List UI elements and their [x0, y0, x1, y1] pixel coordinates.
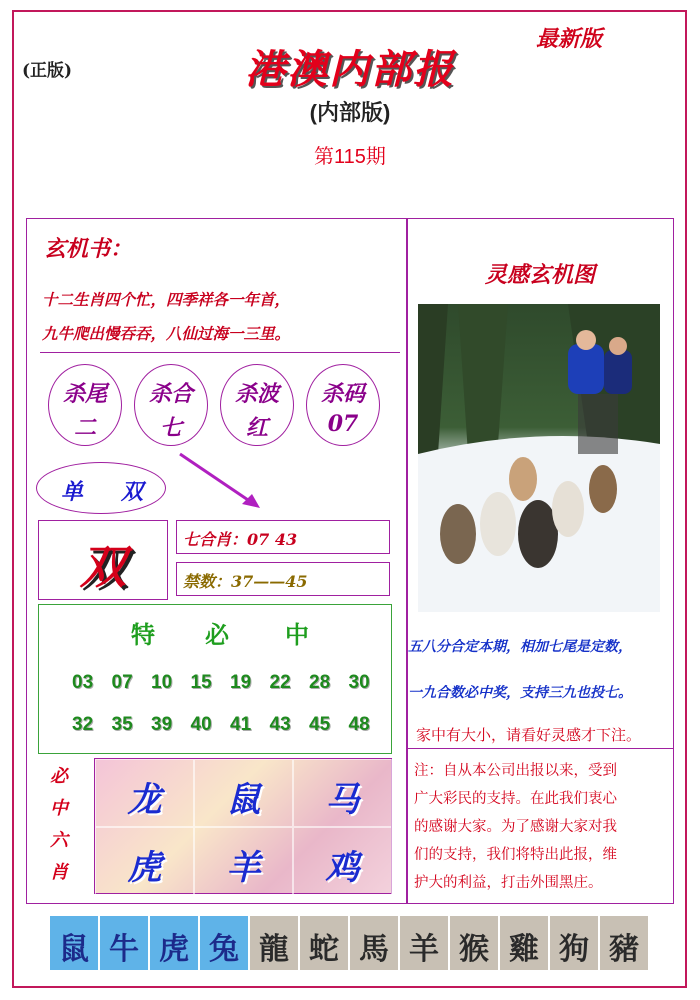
linggan-line-2: 一九合数必中奖，支持三九也投七。 [408, 685, 632, 701]
riddle-title: 玄机书： [44, 236, 133, 262]
zodiac-cell [95, 759, 194, 827]
zodiac-tile [550, 916, 598, 970]
linggan-red-note: 家中有大小，请看好灵感才下注。 [416, 727, 642, 744]
te-number: 30 [348, 672, 370, 693]
oval-value: 七 [159, 415, 182, 441]
te-number: 19 [230, 672, 252, 693]
zodiac-cell [293, 827, 392, 895]
te-number: 35 [111, 714, 133, 735]
bizhong-char: 必 [50, 766, 68, 787]
zodiac-cell [95, 827, 194, 895]
zodiac-tile [600, 916, 648, 970]
page-title: 港澳内部报 [245, 46, 455, 93]
zodiac-tile [150, 916, 198, 970]
oval-sha-he [134, 364, 208, 446]
oval-label: 杀尾 [62, 381, 107, 407]
zongshu-text [183, 569, 308, 592]
zodiac-tile [50, 916, 98, 970]
oval-sha-ma [306, 364, 380, 446]
zodiac-tile-label: 馬 [359, 932, 389, 967]
zhong-char: 中 [285, 620, 309, 649]
te-number: 39 [151, 714, 173, 735]
zhengban-label: (正版) [22, 61, 73, 81]
zodiac-tile-label: 豬 [609, 932, 639, 967]
bizhong-char: 六 [50, 830, 68, 851]
zodiac-tile [350, 916, 398, 970]
notice-box [406, 748, 674, 904]
te-number: 41 [230, 714, 252, 735]
page-subtitle: (内部版) [309, 100, 391, 125]
big-char-box [38, 520, 168, 600]
zodiac-tile-label: 鼠 [59, 932, 89, 967]
riddle-line-2: 九牛爬出慢吞吞，八仙过海一三里。 [42, 324, 291, 343]
te-number: 22 [269, 672, 291, 693]
sled-dog-photo [418, 304, 660, 612]
te-number: 40 [190, 714, 212, 735]
qihe-value: 07 43 [247, 530, 298, 549]
zodiac-cell [194, 827, 293, 895]
zodiac-tile-label: 狗 [559, 932, 589, 967]
zongshu-label: 禁数： [183, 572, 232, 591]
te-number: 10 [151, 672, 173, 693]
double-label: 双 [121, 479, 144, 505]
oval-value: 07 [327, 411, 359, 437]
single-label: 单 [61, 479, 84, 505]
te-number: 07 [111, 672, 133, 693]
oval-sha-bo [220, 364, 294, 446]
sled-dog-illustration [418, 304, 660, 612]
zodiac-cell [194, 759, 293, 827]
bi-char: 必 [205, 620, 229, 649]
zodiac-tile [400, 916, 448, 970]
zodiac-cell [293, 759, 392, 827]
te-number: 43 [269, 714, 291, 735]
linggan-title: 灵感玄机图 [484, 262, 595, 288]
notice-line: 的感谢大家。为了感谢大家对我 [414, 819, 617, 835]
zodiac-tile-label: 猴 [459, 932, 489, 967]
qihe-label: 七合肖： [183, 530, 248, 549]
zodiac-tile-label: 牛 [109, 932, 139, 967]
zodiac-tile-label: 兔 [209, 932, 239, 967]
zodiac-label: 鸡 [325, 848, 360, 888]
zongshu-value: 37——45 [231, 572, 308, 591]
zodiac-label: 虎 [127, 848, 162, 888]
bizhong-char: 肖 [50, 862, 68, 883]
te-number: 28 [309, 672, 331, 693]
zodiac-tile [500, 916, 548, 970]
riddle-line-1: 十二生肖四个忙，四季祥各一年首， [42, 290, 291, 309]
latest-edition-label: 最新版 [536, 26, 603, 52]
oval-sha-wei [48, 364, 122, 446]
qihe-text [183, 527, 297, 550]
single-double-oval [36, 462, 166, 514]
zodiac-tile-label: 虎 [159, 932, 189, 967]
zodiac-tile-label: 龍 [259, 932, 289, 967]
issue-number: 第115期 [314, 146, 386, 168]
zodiac-tile [450, 916, 498, 970]
arrow-icon [176, 450, 266, 514]
te-number: 03 [72, 672, 94, 693]
notice-line: 注：自从本公司出报以来，受到 [414, 763, 617, 779]
te-number: 32 [72, 714, 94, 735]
zodiac-tile-label: 羊 [409, 932, 439, 967]
te-number: 48 [348, 714, 370, 735]
te-char: 特 [131, 620, 155, 649]
zodiac-tile-label: 雞 [509, 932, 539, 967]
oval-label: 杀合 [148, 381, 193, 407]
bizhong-char: 中 [50, 798, 68, 819]
zodiac-label: 龙 [127, 780, 162, 820]
te-number: 45 [309, 714, 331, 735]
zodiac-tile [100, 916, 148, 970]
qihe-box [176, 520, 390, 554]
notice-line: 广大彩民的支持。在此我们衷心 [414, 791, 617, 807]
zodiac-tile [250, 916, 298, 970]
zodiac-label: 马 [325, 780, 360, 820]
oval-label: 杀波 [234, 381, 279, 407]
divider [40, 352, 400, 353]
notice-line: 们的支持，我们将特出此报，维 [414, 847, 617, 863]
zodiac-tile [200, 916, 248, 970]
zodiac-label: 羊 [226, 848, 261, 888]
zongshu-box [176, 562, 390, 596]
notice-line: 护大的利益，打击外围黑庄。 [414, 875, 603, 891]
zodiac-label: 鼠 [226, 780, 261, 820]
linggan-line-1: 五八分合定本期，相加七尾是定数， [408, 639, 632, 655]
zodiac-grid [94, 758, 392, 894]
te-number: 15 [190, 672, 212, 693]
zodiac-tile-label: 蛇 [309, 932, 339, 967]
zodiac-tile [300, 916, 348, 970]
oval-label: 杀码 [320, 381, 365, 407]
big-char: 双 [80, 540, 126, 594]
oval-value: 二 [73, 415, 96, 441]
oval-value: 红 [245, 415, 268, 441]
